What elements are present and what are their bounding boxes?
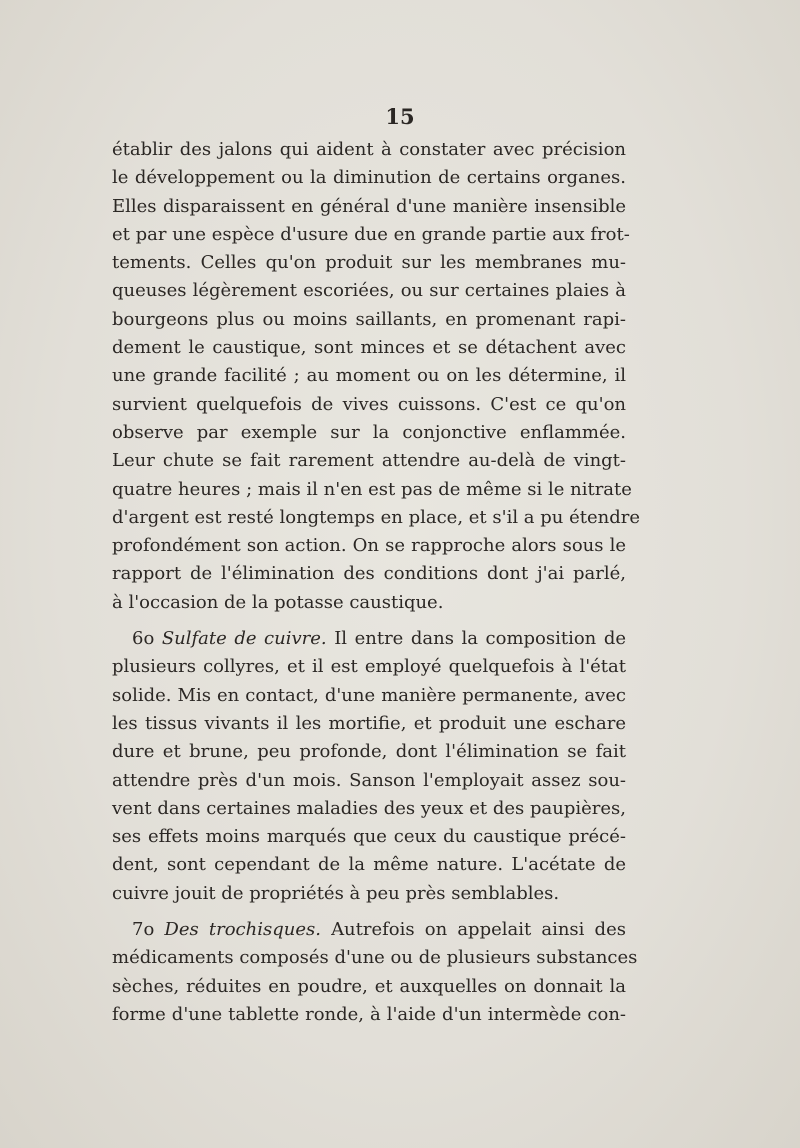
text-line: survient quelquefois de vives cuissons. C'est ce qu'on	[112, 393, 626, 415]
text-line: et par une espèce d'usure due en grande partie aux frot-	[112, 223, 630, 245]
text-line: à l'occasion de la potasse caustique.	[112, 591, 444, 613]
paragraph-2	[112, 625, 626, 908]
section-number: 7o	[132, 919, 155, 941]
text-line: profondément son action. On se rapproche alors sous le	[112, 535, 626, 557]
text-line: Elles disparaissent en général d'une manière insensible	[112, 195, 626, 217]
text-line: dent, sont cependant de la même nature. L'acétate de	[112, 854, 626, 876]
text-line: le développement ou la diminution de certains organes.	[112, 167, 626, 189]
text-fragment: Autrefois on appelait ainsi des	[331, 919, 626, 941]
text-line: forme d'une tablette ronde, à l'aide d'un intermède con-	[112, 1003, 626, 1025]
text-line: rapport de l'élimination des conditions dont j'ai parlé,	[112, 563, 626, 585]
page-number: 15	[385, 104, 415, 129]
text-line: sèches, réduites en poudre, et auxquelles on donnait la	[112, 975, 626, 997]
text-line: tements. Celles qu'on produit sur les membranes mu-	[112, 252, 626, 274]
text-line: solide. Mis en contact, d'une manière permanente, avec	[112, 684, 626, 706]
paragraph-1	[112, 136, 641, 617]
text-line: d'argent est resté longtemps en place, et s'il a pu étendre	[112, 506, 641, 528]
text-line: observe par exemple sur la conjonctive enflammée.	[112, 421, 626, 443]
text-line: vent dans certaines maladies des yeux et des paupières,	[112, 797, 626, 819]
text-line: queuses légèrement escoriées, ou sur certaines plaies à	[112, 280, 626, 302]
section-heading-line	[112, 625, 626, 653]
section-heading-line	[112, 916, 626, 944]
text-fragment: Il entre dans la composition de	[334, 628, 626, 650]
text-line: ses effets moins marqués que ceux du caustique précé-	[112, 826, 626, 848]
section-number: 6o	[132, 628, 155, 650]
text-line: plusieurs collyres, et il est employé quelquefois à l'état	[112, 656, 626, 678]
text-line: bourgeons plus ou moins saillants, en promenant rapi-	[112, 308, 626, 330]
section-title: Sulfate de cuivre.	[161, 628, 327, 650]
paragraph-3	[112, 916, 638, 1029]
text-line: médicaments composés d'une ou de plusieurs substances	[112, 947, 638, 969]
text-line: attendre près d'un mois. Sanson l'employait assez sou-	[112, 769, 626, 791]
text-line: établir des jalons qui aident à constater avec précision	[112, 139, 626, 160]
text-line: quatre heures ; mais il n'en est pas de même si le nitrate	[112, 478, 632, 500]
text-line: une grande facilité ; au moment ou on les détermine, il	[112, 365, 626, 387]
body-text	[112, 136, 641, 1029]
text-line: cuivre jouit de propriétés à peu près semblables.	[112, 882, 560, 904]
text-line: dure et brune, peu profonde, dont l'élimination se fait	[112, 741, 626, 763]
text-line: les tissus vivants il les mortifie, et produit une eschare	[112, 712, 626, 734]
section-title: Des trochisques.	[164, 919, 321, 941]
text-line: Leur chute se fait rarement attendre au-delà de vingt-	[112, 450, 626, 472]
text-line: dement le caustique, sont minces et se détachent avec	[112, 337, 626, 359]
